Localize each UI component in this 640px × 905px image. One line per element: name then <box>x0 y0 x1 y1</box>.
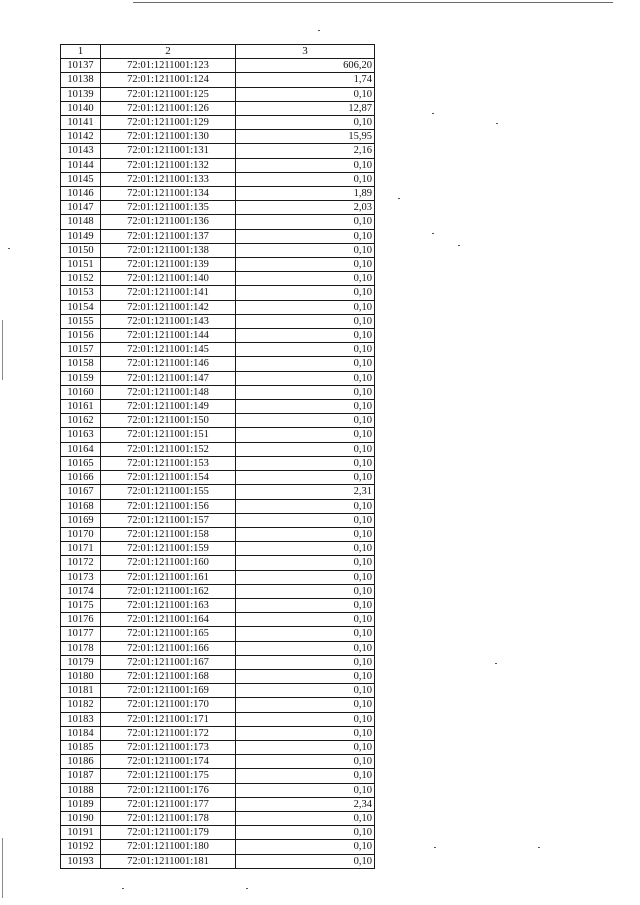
row-number: 10180 <box>61 669 101 683</box>
area-value: 0,10 <box>236 513 375 527</box>
table-row <box>61 669 375 683</box>
table-row <box>61 769 375 783</box>
row-number: 10170 <box>61 527 101 541</box>
area-value: 0,10 <box>236 158 375 172</box>
row-number: 10184 <box>61 726 101 740</box>
area-value: 0,10 <box>236 598 375 612</box>
cadastral-number: 72:01:1211001:160 <box>101 556 236 570</box>
area-value: 1,74 <box>236 73 375 87</box>
cadastral-number: 72:01:1211001:124 <box>101 73 236 87</box>
area-value: 0,10 <box>236 854 375 868</box>
cadastral-number: 72:01:1211001:155 <box>101 485 236 499</box>
row-number: 10190 <box>61 811 101 825</box>
cadastral-number: 72:01:1211001:133 <box>101 172 236 186</box>
area-value: 0,10 <box>236 613 375 627</box>
cadastral-number: 72:01:1211001:131 <box>101 144 236 158</box>
table-row <box>61 400 375 414</box>
table-row <box>61 414 375 428</box>
scan-speck <box>8 248 10 249</box>
row-number: 10175 <box>61 598 101 612</box>
table-row <box>61 201 375 215</box>
table-row <box>61 613 375 627</box>
cadastral-number: 72:01:1211001:150 <box>101 414 236 428</box>
row-number: 10162 <box>61 414 101 428</box>
table-row <box>61 59 375 73</box>
row-number: 10142 <box>61 130 101 144</box>
table-row <box>61 385 375 399</box>
cadastral-number: 72:01:1211001:180 <box>101 840 236 854</box>
row-number: 10174 <box>61 584 101 598</box>
area-value: 0,10 <box>236 712 375 726</box>
table-row <box>61 187 375 201</box>
scan-speck <box>318 30 320 31</box>
table-row <box>61 840 375 854</box>
table-row <box>61 300 375 314</box>
cadastral-number: 72:01:1211001:178 <box>101 811 236 825</box>
table-row <box>61 655 375 669</box>
table-row <box>61 87 375 101</box>
area-value: 0,10 <box>236 627 375 641</box>
cadastral-number: 72:01:1211001:138 <box>101 243 236 257</box>
row-number: 10168 <box>61 499 101 513</box>
table-row <box>61 428 375 442</box>
column-header-number: 1 <box>61 45 101 59</box>
row-number: 10186 <box>61 755 101 769</box>
scan-speck <box>432 233 434 234</box>
table-body <box>61 59 375 869</box>
row-number: 10139 <box>61 87 101 101</box>
cadastral-number: 72:01:1211001:152 <box>101 442 236 456</box>
row-number: 10188 <box>61 783 101 797</box>
cadastral-number: 72:01:1211001:130 <box>101 130 236 144</box>
cadastral-number: 72:01:1211001:179 <box>101 826 236 840</box>
column-header-cadastral: 2 <box>101 45 236 59</box>
row-number: 10148 <box>61 215 101 229</box>
cadastral-number: 72:01:1211001:174 <box>101 755 236 769</box>
area-value: 0,10 <box>236 726 375 740</box>
row-number: 10160 <box>61 385 101 399</box>
cadastral-number: 72:01:1211001:143 <box>101 314 236 328</box>
area-value: 0,10 <box>236 669 375 683</box>
area-value: 0,10 <box>236 499 375 513</box>
row-number: 10149 <box>61 229 101 243</box>
cadastral-number: 72:01:1211001:167 <box>101 655 236 669</box>
table-row <box>61 272 375 286</box>
cadastral-number: 72:01:1211001:142 <box>101 300 236 314</box>
area-value: 0,10 <box>236 215 375 229</box>
cadastral-number: 72:01:1211001:163 <box>101 598 236 612</box>
cadastral-number: 72:01:1211001:136 <box>101 215 236 229</box>
table-row <box>61 101 375 115</box>
cadastral-number: 72:01:1211001:137 <box>101 229 236 243</box>
cadastral-number: 72:01:1211001:135 <box>101 201 236 215</box>
scan-edge-mark <box>2 838 3 898</box>
row-number: 10138 <box>61 73 101 87</box>
table-row <box>61 343 375 357</box>
area-value: 0,10 <box>236 428 375 442</box>
row-number: 10143 <box>61 144 101 158</box>
table-row <box>61 641 375 655</box>
area-value: 0,10 <box>236 243 375 257</box>
scan-speck <box>434 847 436 848</box>
row-number: 10177 <box>61 627 101 641</box>
scan-speck <box>538 847 540 848</box>
row-number: 10191 <box>61 826 101 840</box>
area-value: 606,20 <box>236 59 375 73</box>
area-value: 0,10 <box>236 357 375 371</box>
row-number: 10179 <box>61 655 101 669</box>
row-number: 10151 <box>61 258 101 272</box>
row-number: 10153 <box>61 286 101 300</box>
area-value: 15,95 <box>236 130 375 144</box>
table-row <box>61 854 375 868</box>
table-row <box>61 556 375 570</box>
table-row <box>61 243 375 257</box>
row-number: 10183 <box>61 712 101 726</box>
area-value: 0,10 <box>236 826 375 840</box>
scan-speck <box>495 663 497 664</box>
row-number: 10145 <box>61 172 101 186</box>
row-number: 10181 <box>61 684 101 698</box>
cadastral-number: 72:01:1211001:123 <box>101 59 236 73</box>
area-value: 0,10 <box>236 570 375 584</box>
area-value: 0,10 <box>236 414 375 428</box>
area-value: 0,10 <box>236 527 375 541</box>
row-number: 10154 <box>61 300 101 314</box>
table-row <box>61 116 375 130</box>
table-row <box>61 286 375 300</box>
area-value: 0,10 <box>236 471 375 485</box>
cadastral-number: 72:01:1211001:175 <box>101 769 236 783</box>
cadastral-number: 72:01:1211001:140 <box>101 272 236 286</box>
table-row <box>61 570 375 584</box>
area-value: 0,10 <box>236 684 375 698</box>
table-row <box>61 542 375 556</box>
row-number: 10176 <box>61 613 101 627</box>
row-number: 10172 <box>61 556 101 570</box>
area-value: 0,10 <box>236 840 375 854</box>
table-row <box>61 215 375 229</box>
table-row <box>61 811 375 825</box>
table-row <box>61 684 375 698</box>
area-value: 0,10 <box>236 442 375 456</box>
row-number: 10144 <box>61 158 101 172</box>
table-row <box>61 726 375 740</box>
cadastral-number: 72:01:1211001:164 <box>101 613 236 627</box>
area-value: 0,10 <box>236 556 375 570</box>
scan-speck <box>246 888 248 889</box>
row-number: 10164 <box>61 442 101 456</box>
cadastral-number: 72:01:1211001:125 <box>101 87 236 101</box>
area-value: 2,34 <box>236 797 375 811</box>
row-number: 10166 <box>61 471 101 485</box>
scan-edge-mark <box>2 320 3 380</box>
area-value: 0,10 <box>236 172 375 186</box>
table-row <box>61 229 375 243</box>
cadastral-number: 72:01:1211001:148 <box>101 385 236 399</box>
row-number: 10146 <box>61 187 101 201</box>
row-number: 10156 <box>61 329 101 343</box>
table-row <box>61 584 375 598</box>
area-value: 0,10 <box>236 87 375 101</box>
table-row <box>61 471 375 485</box>
cadastral-number: 72:01:1211001:147 <box>101 371 236 385</box>
table-row <box>61 783 375 797</box>
table-row <box>61 485 375 499</box>
cadastral-number: 72:01:1211001:168 <box>101 669 236 683</box>
area-value: 0,10 <box>236 641 375 655</box>
cadastral-number: 72:01:1211001:139 <box>101 258 236 272</box>
scan-top-line <box>133 2 613 3</box>
row-number: 10189 <box>61 797 101 811</box>
table-row <box>61 172 375 186</box>
area-value: 0,10 <box>236 272 375 286</box>
row-number: 10157 <box>61 343 101 357</box>
row-number: 10163 <box>61 428 101 442</box>
area-value: 0,10 <box>236 300 375 314</box>
area-value: 0,10 <box>236 385 375 399</box>
area-value: 1,89 <box>236 187 375 201</box>
cadastral-number: 72:01:1211001:126 <box>101 101 236 115</box>
cadastral-number: 72:01:1211001:149 <box>101 400 236 414</box>
table-row <box>61 755 375 769</box>
column-header-area: 3 <box>236 45 375 59</box>
table-row <box>61 627 375 641</box>
table-row <box>61 371 375 385</box>
cadastral-table <box>60 44 375 869</box>
cadastral-number: 72:01:1211001:176 <box>101 783 236 797</box>
table-row <box>61 329 375 343</box>
row-number: 10137 <box>61 59 101 73</box>
table-row <box>61 826 375 840</box>
table-header-row <box>61 45 375 59</box>
scan-speck <box>398 198 400 199</box>
table-row <box>61 73 375 87</box>
cadastral-number: 72:01:1211001:134 <box>101 187 236 201</box>
area-value: 0,10 <box>236 584 375 598</box>
cadastral-number: 72:01:1211001:158 <box>101 527 236 541</box>
cadastral-number: 72:01:1211001:146 <box>101 357 236 371</box>
cadastral-number: 72:01:1211001:154 <box>101 471 236 485</box>
row-number: 10152 <box>61 272 101 286</box>
row-number: 10147 <box>61 201 101 215</box>
table-row <box>61 258 375 272</box>
area-value: 0,10 <box>236 329 375 343</box>
row-number: 10171 <box>61 542 101 556</box>
area-value: 12,87 <box>236 101 375 115</box>
area-value: 0,10 <box>236 229 375 243</box>
area-value: 0,10 <box>236 456 375 470</box>
row-number: 10192 <box>61 840 101 854</box>
cadastral-number: 72:01:1211001:177 <box>101 797 236 811</box>
area-value: 0,10 <box>236 755 375 769</box>
area-value: 0,10 <box>236 783 375 797</box>
cadastral-number: 72:01:1211001:153 <box>101 456 236 470</box>
table-row <box>61 144 375 158</box>
table-row <box>61 499 375 513</box>
table-row <box>61 314 375 328</box>
row-number: 10158 <box>61 357 101 371</box>
row-number: 10182 <box>61 698 101 712</box>
cadastral-number: 72:01:1211001:144 <box>101 329 236 343</box>
cadastral-number: 72:01:1211001:169 <box>101 684 236 698</box>
cadastral-number: 72:01:1211001:170 <box>101 698 236 712</box>
table-row <box>61 598 375 612</box>
table-row <box>61 740 375 754</box>
area-value: 2,31 <box>236 485 375 499</box>
scan-speck <box>496 123 498 124</box>
area-value: 0,10 <box>236 542 375 556</box>
row-number: 10141 <box>61 116 101 130</box>
area-value: 0,10 <box>236 258 375 272</box>
table-row <box>61 357 375 371</box>
table-row <box>61 527 375 541</box>
area-value: 0,10 <box>236 811 375 825</box>
area-value: 0,10 <box>236 371 375 385</box>
scan-speck <box>122 888 124 889</box>
row-number: 10167 <box>61 485 101 499</box>
cadastral-number: 72:01:1211001:161 <box>101 570 236 584</box>
table-row <box>61 712 375 726</box>
row-number: 10165 <box>61 456 101 470</box>
area-value: 2,16 <box>236 144 375 158</box>
row-number: 10185 <box>61 740 101 754</box>
area-value: 0,10 <box>236 698 375 712</box>
cadastral-number: 72:01:1211001:156 <box>101 499 236 513</box>
scan-speck <box>458 245 460 246</box>
row-number: 10155 <box>61 314 101 328</box>
cadastral-number: 72:01:1211001:132 <box>101 158 236 172</box>
area-value: 0,10 <box>236 314 375 328</box>
cadastral-number: 72:01:1211001:151 <box>101 428 236 442</box>
area-value: 0,10 <box>236 655 375 669</box>
row-number: 10169 <box>61 513 101 527</box>
area-value: 2,03 <box>236 201 375 215</box>
table-row <box>61 797 375 811</box>
row-number: 10173 <box>61 570 101 584</box>
cadastral-number: 72:01:1211001:145 <box>101 343 236 357</box>
row-number: 10193 <box>61 854 101 868</box>
row-number: 10140 <box>61 101 101 115</box>
area-value: 0,10 <box>236 400 375 414</box>
cadastral-number: 72:01:1211001:173 <box>101 740 236 754</box>
table-row <box>61 698 375 712</box>
cadastral-number: 72:01:1211001:162 <box>101 584 236 598</box>
table-row <box>61 158 375 172</box>
cadastral-number: 72:01:1211001:166 <box>101 641 236 655</box>
table-row <box>61 456 375 470</box>
cadastral-number: 72:01:1211001:157 <box>101 513 236 527</box>
table-row <box>61 130 375 144</box>
table-row <box>61 513 375 527</box>
cadastral-number: 72:01:1211001:171 <box>101 712 236 726</box>
cadastral-number: 72:01:1211001:172 <box>101 726 236 740</box>
cadastral-number: 72:01:1211001:181 <box>101 854 236 868</box>
cadastral-number: 72:01:1211001:141 <box>101 286 236 300</box>
scan-speck <box>432 113 434 114</box>
cadastral-number: 72:01:1211001:159 <box>101 542 236 556</box>
area-value: 0,10 <box>236 286 375 300</box>
area-value: 0,10 <box>236 769 375 783</box>
row-number: 10150 <box>61 243 101 257</box>
area-value: 0,10 <box>236 343 375 357</box>
area-value: 0,10 <box>236 740 375 754</box>
row-number: 10159 <box>61 371 101 385</box>
cadastral-number: 72:01:1211001:129 <box>101 116 236 130</box>
area-value: 0,10 <box>236 116 375 130</box>
row-number: 10161 <box>61 400 101 414</box>
row-number: 10187 <box>61 769 101 783</box>
row-number: 10178 <box>61 641 101 655</box>
table-row <box>61 442 375 456</box>
cadastral-number: 72:01:1211001:165 <box>101 627 236 641</box>
